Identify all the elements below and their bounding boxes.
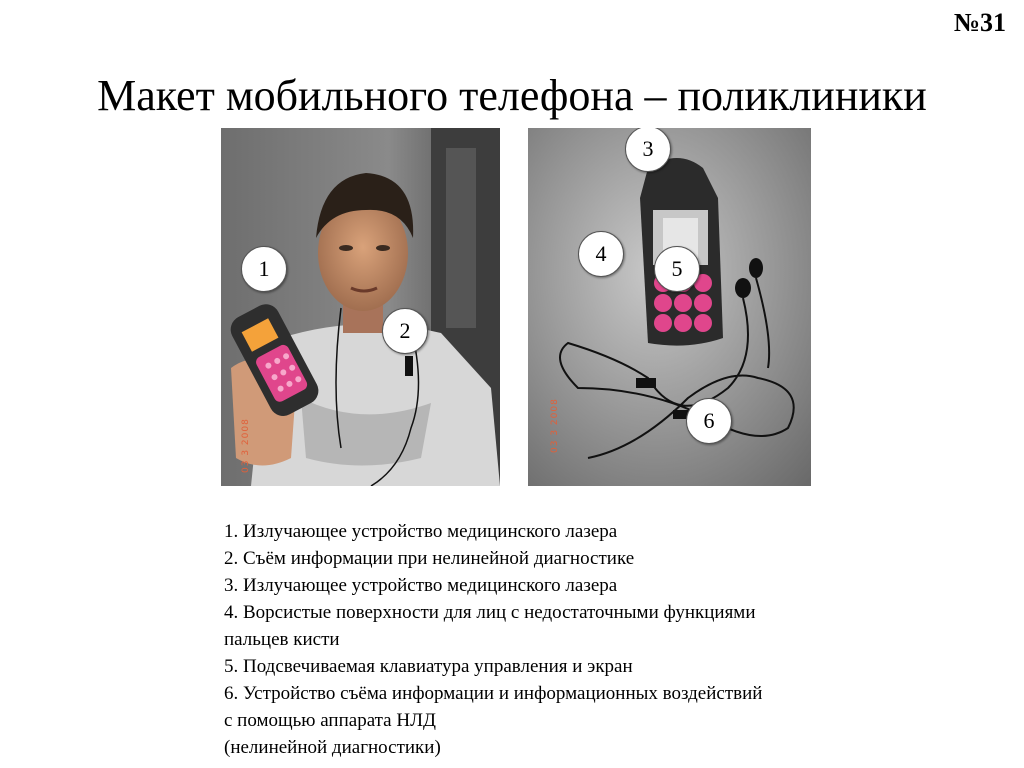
slide-title: Макет мобильного телефона – поликлиники — [97, 71, 927, 120]
slide-number: №31 — [953, 8, 1006, 37]
legend — [224, 518, 904, 761]
legend-item: с помощью аппарата НЛД — [224, 710, 436, 731]
legend-item: (нелинейной диагностики) — [224, 737, 441, 758]
photo-phone-illustration — [528, 128, 811, 486]
callout-5: 5 — [654, 246, 700, 292]
legend-item: 3. Излучающее устройство медицинского лазера — [224, 575, 618, 596]
callout-4: 4 — [578, 231, 624, 277]
legend-item: 2. Съём информации при нелинейной диагностике — [224, 548, 635, 569]
callout-2: 2 — [382, 308, 428, 354]
callout-1: 1 — [241, 246, 287, 292]
date-stamp: 03 3 2008 — [241, 418, 251, 473]
legend-item: 6. Устройство съёма информации и информационных воздействий — [224, 683, 763, 704]
callout-6: 6 — [686, 398, 732, 444]
legend-item: 4. Ворсистые поверхности для лиц с недостаточными функциями — [224, 602, 756, 623]
photo-phone-model — [528, 128, 811, 486]
legend-item: 5. Подсвечиваемая клавиатура управления и экран — [224, 656, 633, 677]
legend-item: 1. Излучающее устройство медицинского лазера — [224, 521, 618, 542]
photo-person-illustration — [221, 128, 500, 486]
callout-3: 3 — [625, 128, 671, 172]
date-stamp: 03 3 2008 — [550, 398, 560, 453]
legend-item: пальцев кисти — [224, 629, 340, 650]
photo-person-with-phone — [221, 128, 500, 486]
